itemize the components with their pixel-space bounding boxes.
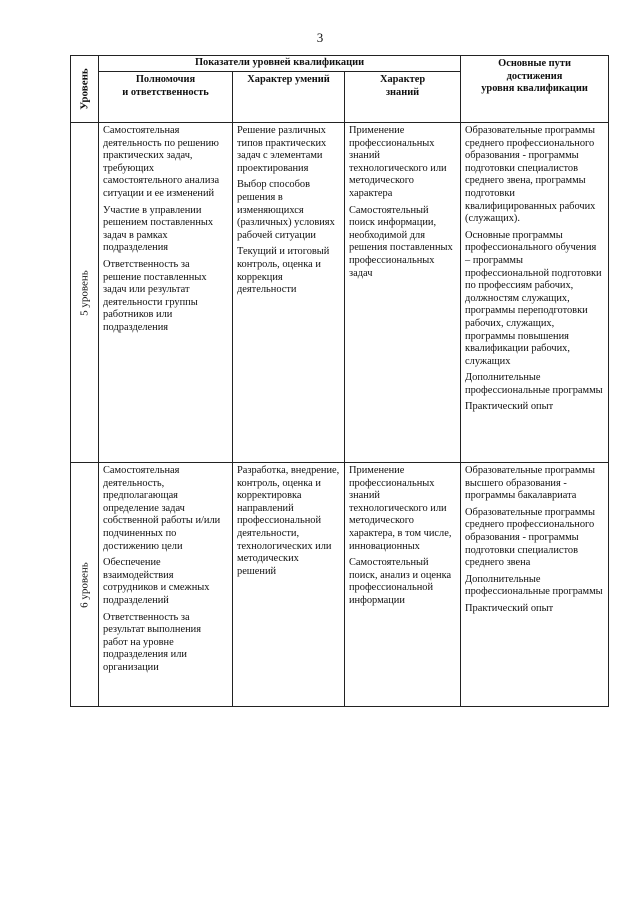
authority-item: Участие в управлении решением поставленных задач в рамках подразделения [103, 204, 214, 254]
authority-item: Ответственность за решение поставленных задач или результат деятельности группы работников или подразделения [103, 258, 207, 333]
knowledge-header [345, 72, 461, 123]
knowledge-item: Применение профессиональных знаний технологического или методического характера, в том числе, инновационных [349, 465, 452, 552]
ways-item: Образовательные программы высшего образования - программы бакалавриата [465, 465, 595, 502]
ways-cell [461, 123, 609, 463]
skills-item: Выбор способов решения в изменяющихся (различных) условиях рабочей ситуации [237, 179, 335, 241]
page-number: 3 [316, 30, 324, 45]
table-header-row [71, 56, 609, 72]
authority-header-line: Полномочия [135, 74, 196, 85]
indicators-header: Показатели уровней квалификации [99, 56, 461, 72]
level-header: Уровень [78, 68, 91, 110]
skills-cell [233, 463, 345, 707]
knowledge-cell [345, 463, 461, 707]
skills-cell [233, 123, 345, 463]
authority-item: Ответственность за результат выполнения работ на уровне подразделения или организации [103, 611, 201, 673]
authority-cell [99, 123, 233, 463]
knowledge-header-line: Характер [379, 74, 426, 85]
ways-cell [461, 463, 609, 707]
authority-item: Обеспечение взаимодействия сотрудников и смежных подразделений [103, 557, 210, 606]
ways-header-line: уровня квалификации [481, 83, 588, 95]
ways-header-line: достижения [506, 70, 563, 82]
ways-header [461, 56, 609, 123]
skills-header: Характер умений [233, 72, 345, 123]
ways-item: Образовательные программы среднего профессионального образования - программы подготовки специалистов среднего звена [465, 506, 595, 569]
skills-item: Решение различных типов практических задач с элементами проектирования [237, 125, 327, 174]
knowledge-header-line: знаний [385, 86, 420, 98]
authority-item: Самостоятельная деятельность, предполагающая определение задач собственной работы и/или подчиненных по достижению цели [103, 465, 221, 552]
ways-item: Образовательные программы среднего профессионального образования - программы подготовки специалистов среднего звена, программы подготовки квалифицированных рабочих (служащих). [465, 125, 596, 225]
ways-item: Основные программы профессионального обучения – программы профессиональной подготовки по профессиям рабочих, должностям служащих, программы переподготовки рабочих, служащих, программы повышения квалификации рабочих, служащих [465, 229, 602, 367]
ways-header-line: Основные пути [498, 58, 571, 69]
knowledge-item: Самостоятельный поиск, анализ и оценка профессиональной информации [349, 557, 452, 606]
knowledge-item: Применение профессиональных знаний технологического или методического характера [349, 125, 447, 199]
qualification-levels-table [70, 55, 609, 707]
skills-item: Текущий и итоговый контроль, оценка и коррекция деятельности [237, 246, 330, 296]
level-label: 6 уровень [78, 561, 91, 608]
level-cell [71, 463, 99, 707]
ways-item: Практический опыт [465, 602, 554, 614]
ways-item: Дополнительные профессиональные программы [465, 372, 603, 396]
knowledge-cell [345, 123, 461, 463]
table-row-level-6 [71, 463, 609, 707]
authority-item: Самостоятельная деятельность по решению практических задач, требующих самостоятельного анализа ситуации и ее изменений [103, 125, 220, 199]
level-header-cell [71, 56, 99, 123]
ways-item: Практический опыт [465, 401, 554, 413]
level-label: 5 уровень [78, 269, 91, 316]
authority-header-line: и ответственность [122, 86, 209, 98]
authority-cell [99, 463, 233, 707]
skills-item: Разработка, внедрение, контроль, оценка и корректировка направлений профессиональной деятельности, технологических или методических решений [237, 465, 340, 577]
level-cell [71, 123, 99, 463]
knowledge-item: Самостоятельный поиск информации, необходимой для решения поставленных профессиональных задач [349, 204, 453, 279]
ways-item: Дополнительные профессиональные программы [465, 573, 603, 598]
authority-header [99, 72, 233, 123]
table-row-level-5 [71, 123, 609, 463]
